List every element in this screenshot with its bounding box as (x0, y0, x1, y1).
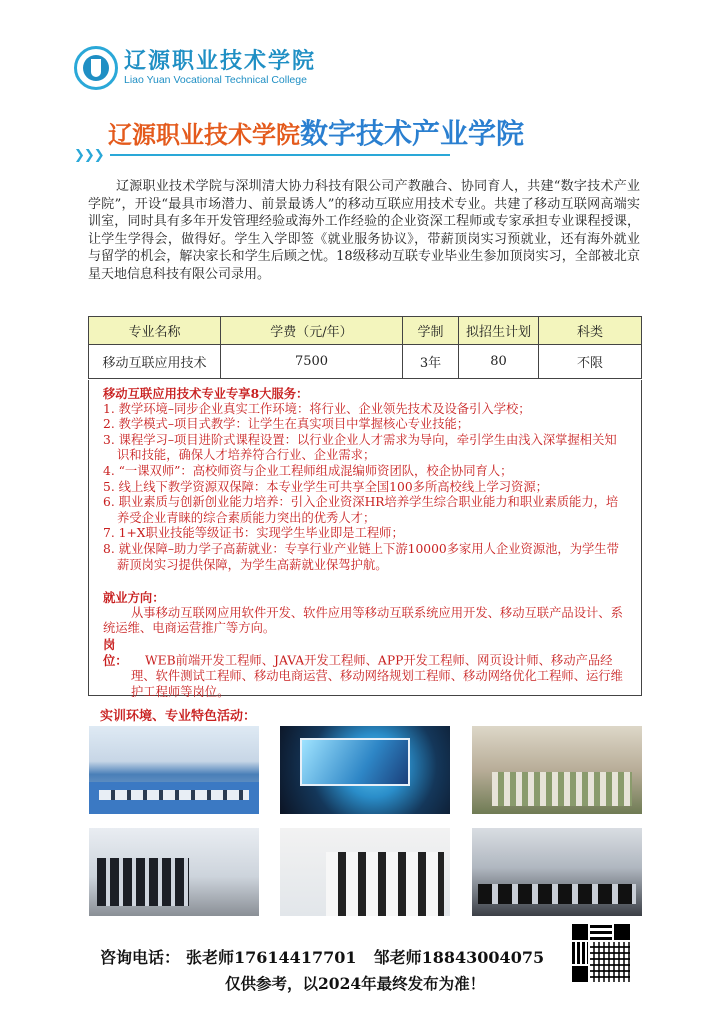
photos-heading: 实训环境、专业特色活动： (100, 709, 257, 724)
list-item: 7. 1+X职业技能等级证书：实现学生毕业即是工程师； (103, 526, 404, 541)
contact-teacher-zou: 邹老师18843004075 (373, 948, 545, 967)
column-header: 专业名称 (89, 317, 221, 345)
list-item: 8. 就业保障–助力学子高薪就业：专享行业产业链上下游10000多家用人企业资源池，为学生带薪顶岗实习提供保障，为学生高薪就业保驾护航。 (103, 541, 619, 572)
table-cell: 3年 (403, 345, 459, 379)
services-box (88, 380, 642, 699)
table-cell: 不限 (539, 345, 642, 379)
list-item: 2. 教学模式–项目式教学：让学生在真实项目中掌握核心专业技能； (103, 417, 470, 432)
qr-code-icon (570, 922, 632, 984)
college-name-en: Liao Yuan Vocational Technical College (124, 74, 307, 86)
intro-paragraph: 辽源职业技术学院与深圳清大协力科技有限公司产教融合、协同育人，共建“数字技术产业学院”，开设“最具市场潜力、前景最诱人”的移动互联应用技术专业。共建了移动互联网高端实训室，同时具有多年开发管理经验或海外工作经验的企业资深工程师或专家承担专业课程授课，让学生学得会，做得好。学生入学即签《就业服务协议》，带薪顶岗实习预就业，还有海外就业与留学的机会，解决家长和学生后顾之忧。18级移动互联专业毕业生参加顶岗实习，全部被北京星天地信息科技有限公司录用。 (88, 179, 640, 282)
computer-lab-photo (472, 828, 642, 916)
list-item: 3. 课程学习–项目进阶式课程设置：以行业企业人才需求为导向，牵引学生由浅入深掌握相关知识和技能，确保人才培养符合行业、企业需求； (103, 432, 617, 463)
table-cell: 80 (459, 345, 539, 379)
list-item: 6. 职业素质与创新创业能力培养：引入企业资深HR培养学生综合职业能力和职业素质能力，培养受企业青睐的综合素质能力突出的优秀人才； (103, 495, 619, 525)
title-underline (74, 146, 634, 164)
table-cell: 移动互联应用技术 (89, 345, 221, 379)
sand-table-visit-photo (472, 726, 642, 814)
list-item: 4. “一课双师”：高校师资与企业工程师组成混编师资团队，校企协同育人； (103, 463, 513, 478)
direction-text: 从事移动互联网应用软件开发、软件应用等移动互联系统应用开发、移动互联产品设计、系统运维、电商运营推广等方向。 (103, 605, 623, 636)
disclaimer-note: 仅供参考，以2024年最终发布为准！ (225, 974, 486, 993)
big-screen-lab-photo (280, 726, 450, 814)
college-name-cn: 辽源职业技术学院 (124, 48, 317, 74)
chevron-right-icon: ❯❯❯ (74, 147, 104, 163)
list-item: 1. 教学环境–同步企业真实工作环境：将行业、企业领先技术及设备引入学校； (103, 401, 531, 416)
column-header: 学费（元/年） (221, 317, 403, 345)
students-event-photo (89, 828, 259, 916)
column-header: 学制 (403, 317, 459, 345)
contact-label: 咨询电话： (100, 948, 181, 967)
college-header (74, 44, 316, 92)
column-header: 科类 (539, 317, 642, 345)
college-name (124, 49, 316, 87)
group-photo (280, 828, 450, 916)
positions-row (103, 637, 627, 700)
contact-line (100, 945, 550, 968)
table-cell: 7500 (221, 345, 403, 379)
tuition-table (88, 316, 642, 379)
direction-heading: 就业方向： (103, 590, 165, 606)
table-header-row (89, 317, 642, 345)
table-row (89, 345, 642, 379)
training-room-photo (89, 726, 259, 814)
services-heading: 移动互联应用技术专业专享8大服务： (103, 386, 309, 401)
contact-teacher-zhang: 张老师17614417701 (186, 948, 357, 967)
positions-label: 岗 位： (103, 636, 140, 668)
college-seal-icon (74, 46, 118, 90)
title-college: 辽源职业技术学院 (108, 120, 300, 149)
title-department: 数字技术产业学院 (300, 117, 525, 150)
positions-text: WEB前端开发工程师、JAVA开发工程师、APP开发工程师、网页设计师、移动产品经理、软件测试工程师、移动电商运营、移动网络规划工程师、移动网络优化工程师、运行维护工程师等岗位。 (131, 653, 623, 699)
divider (110, 154, 450, 156)
column-header: 拟招生计划 (459, 317, 539, 345)
list-item: 5. 线上线下教学资源双保障：本专业学生可共享全国100多所高校线上学习资源； (103, 479, 548, 494)
